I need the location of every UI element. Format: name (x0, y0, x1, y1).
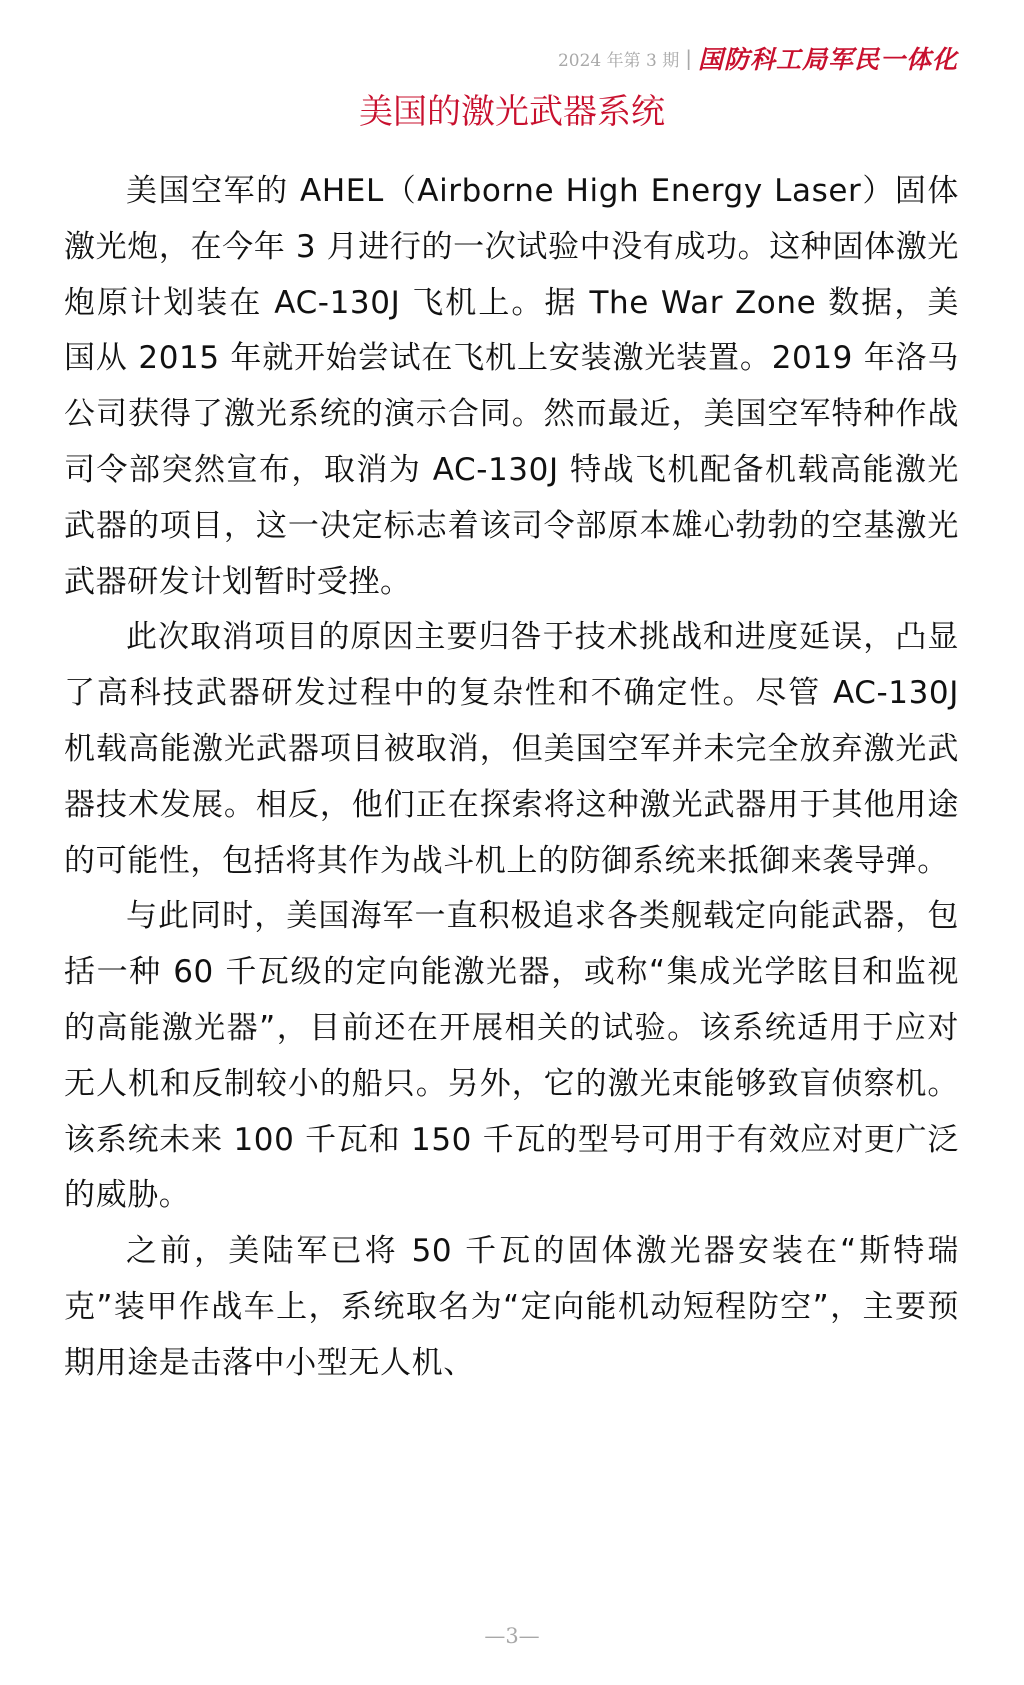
paragraph-4: 之前，美陆军已将 50 千瓦的固体激光器安装在“斯特瑞克”装甲作战车上，系统取名为“定向能机动短程防空”，主要预期用途是击落中小型无人机、 (64, 1233, 959, 1381)
article-body (64, 164, 959, 1392)
page-header (558, 40, 958, 76)
issue-label: 2024 年第 3 期 (557, 50, 680, 71)
paragraph-3: 与此同时，美国海军一直积极追求各类舰载定向能武器，包括一种 60 千瓦级的定向能激光器，或称“集成光学眩目和监视的高能激光器”，目前还在开展相关的试验。该系统适用于应对无人机和反制较小的船只。另外，它的激光束能够致盲侦察机。该系统未来 100 千瓦和 150 千瓦的型号可用于有效应对更广泛的威胁。 (64, 898, 959, 1214)
article-title: 美国的激光武器系统 (359, 92, 665, 132)
paragraph-1: 美国空军的 AHEL（Airborne High Energy Laser）固体激光炮，在今年 3 月进行的一次试验中没有成功。这种固体激光炮原计划装在 AC-130J 飞机上。据 The War Zone 数据，美国从 2015 年就开始尝试在飞机上安装激光装置。2019 年洛马公司获得了激光系统的演示合同。然而最近，美国空军特种作战司令部突然宣布，取消为 AC-130J 特战飞机配备机载高能激光武器的项目，这一决定标志着该司令部原本雄心勃勃的空基激光武器研发计划暂时受挫。 (64, 173, 959, 600)
brand-logo-text: 国防科工局军民一体化 (697, 45, 958, 74)
header-separator: | (685, 46, 692, 70)
page-number: —3— (484, 1624, 540, 1648)
paragraph-2: 此次取消项目的原因主要归咎于技术挑战和进度延误，凸显了高科技武器研发过程中的复杂性和不确定性。尽管 AC-130J 机载高能激光武器项目被取消，但美国空军并未完全放弃激光武器技术发展。相反，他们正在探索将这种激光武器用于其他用途的可能性，包括将其作为战斗机上的防御系统来抵御来袭导弹。 (64, 619, 959, 879)
